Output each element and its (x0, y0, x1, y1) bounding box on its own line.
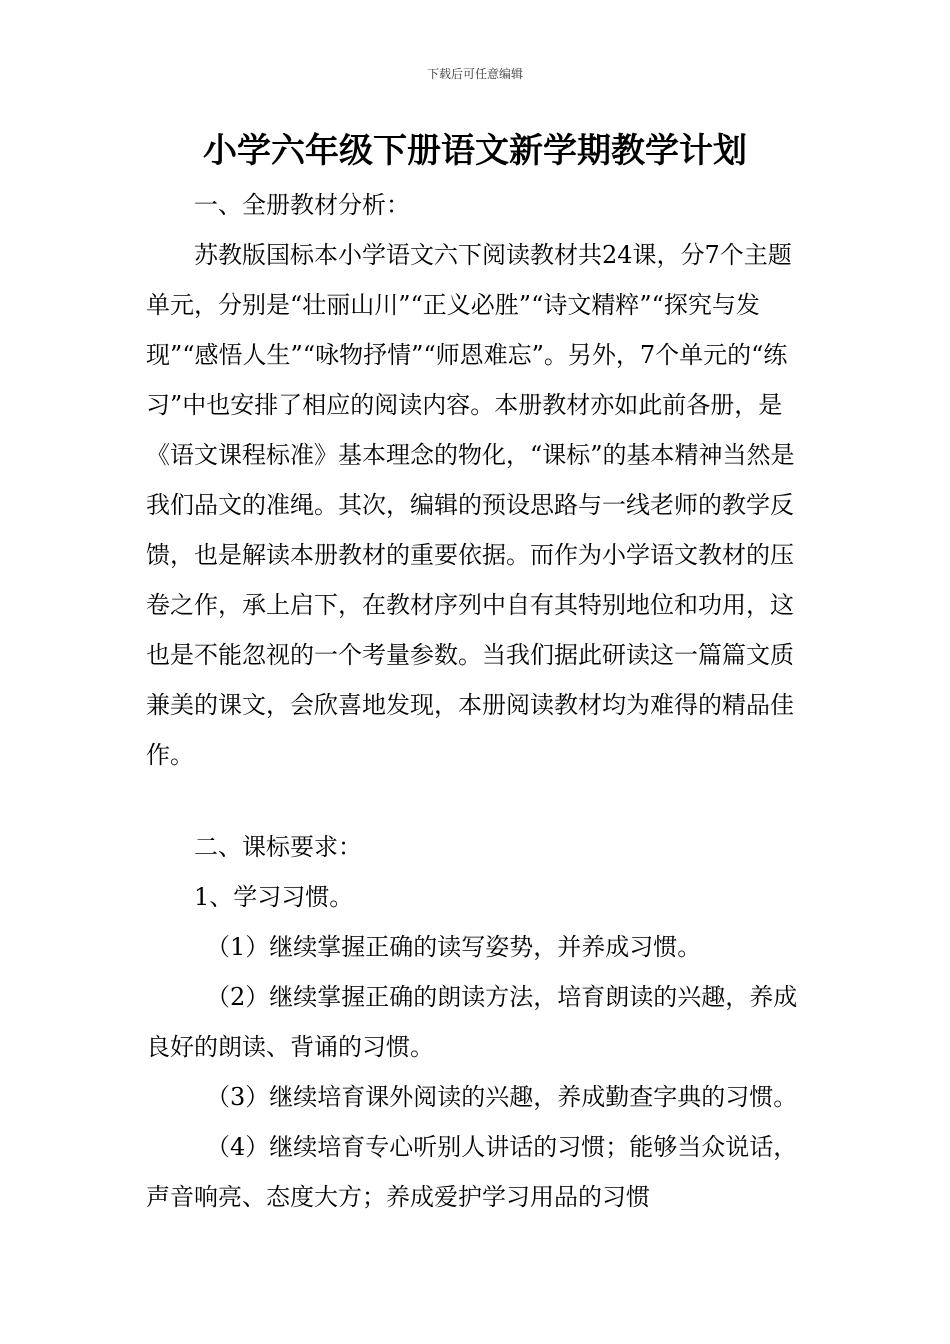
list-item-1: （1）继续掌握正确的读写姿势，并养成习惯。 (206, 933, 702, 961)
list-item-2: （2）继续掌握正确的朗读方法，培育朗读的兴趣，养成良好的朗读、背诵的习惯。 (146, 983, 798, 1061)
list-item-3: （3）继续培育课外阅读的兴趣，养成勤查字典的习惯。 (206, 1083, 798, 1111)
header-note: 下载后可任意编辑 (426, 67, 523, 81)
section-2 (146, 822, 814, 1222)
section-1-heading: 一、全册教材分析： (194, 191, 410, 219)
section-2-heading: 二、课标要求： (194, 833, 362, 861)
section-1-paragraph: 苏教版国标本小学语文六下阅读教材共24课，分7个主题单元，分别是“壮丽山川”“正义必胜”“诗文精粹”“探究与发现”“感悟人生”“咏物抒情”“师恩难忘”。另外，7个单元的“练习”中也安排了相应的阅读内容。本册教材亦如此前各册，是《语文课程标准》基本理念的物化，“课标”的基本精神当然是我们品文的准绳。其次，编辑的预设思路与一线老师的教学反馈，也是解读本册教材的重要依据。而作为小学语文教材的压卷之作，承上启下，在教材序列中自有其特别地位和功用，这也是不能忽视的一个考量参数。当我们据此研读这一篇篇文质兼美的课文，会欣喜地发现，本册阅读教材均为难得的精品佳作。 (146, 241, 795, 769)
document-title: 小学六年级下册语文新学期教学计划 (203, 131, 747, 171)
subsection-1-heading: 1、学习习惯。 (194, 883, 354, 911)
section-1 (146, 180, 814, 780)
list-item-4: （4）继续培育专心听别人讲话的习惯；能够当众说话，声音响亮、态度大方；养成爱护学习用品的习惯 (146, 1133, 798, 1211)
